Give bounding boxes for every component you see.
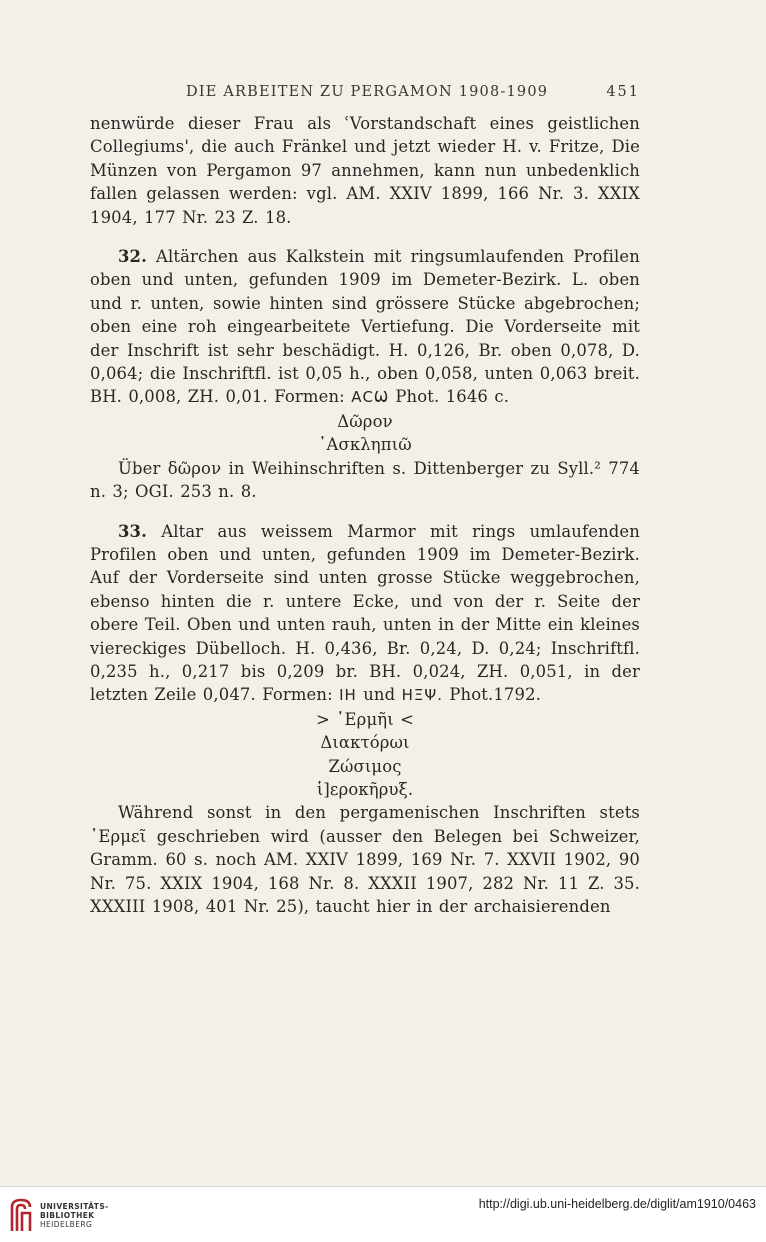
entry-32-number: 32. — [118, 247, 147, 267]
library-name — [40, 1202, 109, 1229]
running-header — [90, 84, 640, 100]
inscription-33-line-4: ἱ]εροκῆρυξ. — [316, 779, 414, 799]
entry-32-note: Über δῶρον in Weihinschriften s. Dittenberger zu Syll.² 774 n. 3; OGI. 253 n. 8. — [90, 458, 640, 502]
entry-33-letterforms-a: ΙΗ — [339, 686, 357, 705]
inscription-33-line-3: Ζώσιμος — [328, 756, 402, 776]
inscription-32-line-1: Δῶρον — [337, 411, 393, 431]
inscription-33-line-1: > ῾Ερμῆι < — [315, 709, 415, 729]
entry-33-photo: Phot.1792. — [449, 685, 542, 705]
entry-32-photo: Phot. 1646 c. — [395, 387, 510, 407]
final-paragraph: Während sonst in den pergamenischen Inschriften stets ῾Ερμεῖ geschrieben wird (ausser den Belegen bei Schweizer, Gramm. 60 s. noch AM. XXIV 1899, 169 Nr. 7. XXVII 1902, 90 Nr. 75. XXIX 1904, 168 Nr. 8. XXXII 1907, 282 Nr. 11 Z. 35. XXXIII 1908, 401 Nr. 25), taucht hier in der archaisierenden — [90, 803, 640, 916]
library-name-line-2: BIBLIOTHEK — [40, 1210, 95, 1220]
entry-33-text: Altar aus weissem Marmor mit rings umlaufenden Profilen oben und unten, gefunden 1909 im Demeter-Bezirk. Auf der Vorderseite sind unten grosse Stücke weggebrochen, ebenso hinten die r. untere Ecke, und von der r. Seite der obere Teil. Oben und unten rauh, unten in der Mitte ein kleines viereckiges Dübelloch. H. 0,436, Br. 0,24, D. 0,24; Inschriftfl. 0,235 h., 0,217 bis 0,209 br. BH. 0,024, ZH. 0,051, in der letzten Zeile 0,047. Formen: — [90, 521, 640, 705]
entry-33-number: 33. — [118, 521, 147, 541]
entry-32-letterforms: ΑϹѠ — [351, 388, 389, 407]
library-emblem-icon — [8, 1197, 34, 1233]
entry-33-letterforms-b: ΗΞΨ. — [401, 686, 443, 705]
entry-32-text: Altärchen aus Kalkstein mit ringsumlaufenden Profilen oben und unten, gefunden 1909 im Demeter-Bezirk. L. oben und r. unten, sowie hinten sind grössere Stücke abgebrochen; oben eine roh eingearbeitete Vertiefung. Die Vorderseite mit der Inschrift ist sehr beschädigt. H. 0,126, Br. oben 0,078, D. 0,064; die Inschriftfl. ist 0,05 h., oben 0,058, unten 0,063 breit. BH. 0,008, ZH. 0,01. Formen: — [90, 247, 640, 407]
inscription-32-line-2: ᾿Ασκληπιῶ — [318, 435, 412, 455]
library-logo[interactable] — [8, 1195, 118, 1235]
entry-33 — [90, 520, 640, 708]
library-name-line-1: UNIVERSITÄTS- — [40, 1201, 109, 1211]
entry-32 — [90, 245, 640, 410]
source-url-link[interactable]: http://digi.ub.uni-heidelberg.de/diglit/am1910/0463 — [478, 1197, 756, 1211]
page-body — [90, 112, 640, 918]
inscription-33-line-2: Διακτόρωι — [320, 733, 410, 753]
footer-bar — [0, 1186, 766, 1242]
page-number: 451 — [606, 84, 640, 100]
header-title: DIE ARBEITEN ZU PERGAMON 1908-1909 — [186, 84, 549, 100]
entry-33-und: und — [363, 685, 396, 705]
library-name-line-3: HEIDELBERG — [40, 1219, 93, 1229]
intro-paragraph: nenwürde dieser Frau als ʿVorstandschaft eines geistlichen Collegiums', die auch Fränkel und jetzt wieder H. v. Fritze, Die Münzen von Pergamon 97 annehmen, kann nun unbedenklich fallen gelassen werden: vgl. AM. XXIV 1899, 166 Nr. 3. XXIX 1904, 177 Nr. 23 Z. 18. — [90, 114, 640, 227]
